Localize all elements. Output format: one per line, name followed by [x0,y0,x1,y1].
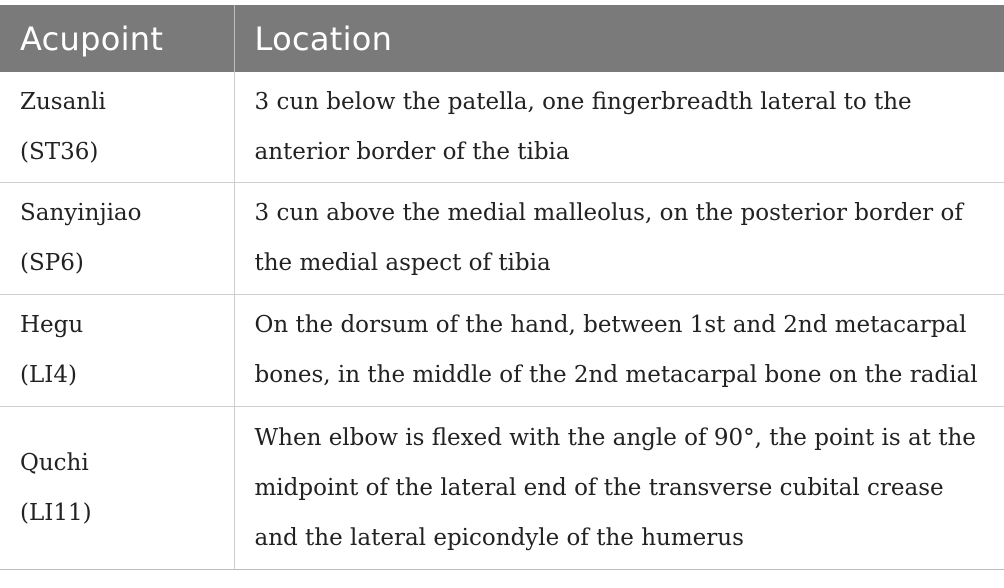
header-acupoint: Acupoint [0,5,234,72]
acupoint-code: (LI11) [20,499,92,526]
table-body [0,72,1004,570]
header-location: Location [234,5,1004,72]
acupoint-code: (ST36) [20,138,99,165]
table-row [0,295,1004,407]
acupoint-code: (LI4) [20,362,77,388]
acupoint-table [0,5,1004,570]
acupoint-name: Hegu [20,312,84,338]
acupoint-name: Quchi [20,449,89,476]
acupoint-name: Zusanli [20,88,106,115]
acupoint-cell [0,407,234,570]
acupoint-cell [0,295,234,407]
acupoint-code: (SP6) [20,250,84,276]
location-cell: 3 cun below the patella, one fingerbreadth lateral to the anterior border of the tibia [234,72,1004,183]
location-cell: 3 cun above the medial malleolus, on the posterior border of the medial aspect of tibia [234,183,1004,295]
table-row [0,72,1004,183]
table-row [0,407,1004,570]
acupoint-cell [0,183,234,295]
acupoint-name: Sanyinjiao [20,200,142,226]
location-cell: When elbow is flexed with the angle of 90°, the point is at the midpoint of the lateral end of the transverse cubital crease and the lateral epicondyle of the humerus [234,407,1004,570]
location-cell: On the dorsum of the hand, between 1st and 2nd metacarpal bones, in the middle of the 2nd metacarpal bone on the radial [234,295,1004,407]
acupoint-cell [0,72,234,183]
table-row [0,183,1004,295]
table-header [0,5,1004,72]
header-row [0,5,1004,72]
